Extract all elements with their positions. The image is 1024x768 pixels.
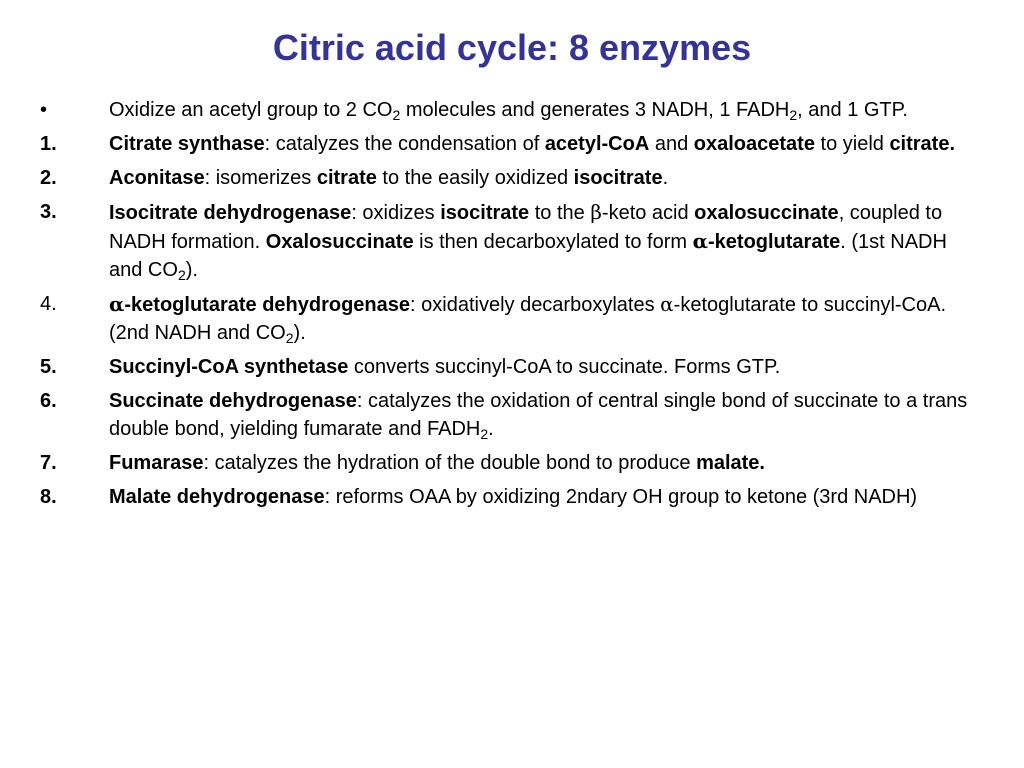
item-text — [109, 387, 970, 443]
list-marker: 5. — [40, 356, 57, 378]
enzyme-item-1 — [40, 130, 970, 158]
bold-term: -ketoglutarate — [708, 231, 841, 253]
bold-term: Succinyl-CoA synthetase — [109, 356, 349, 378]
subscript: 2 — [392, 107, 401, 123]
text-run: is then decarboxylated to form — [413, 231, 693, 253]
subscript: 2 — [789, 107, 798, 123]
text-run: Oxidize an acetyl group to 2 CO — [109, 99, 393, 121]
bold-term: acetyl-CoA — [544, 133, 650, 155]
text-run: , coupled to NADH formation. — [109, 202, 943, 253]
text-run: converts succinyl-CoA to succinate. Forms GTP. — [348, 356, 781, 378]
list-marker: 1. — [40, 133, 57, 155]
item-text — [109, 164, 970, 192]
bold-term: Isocitrate dehydrogenase — [109, 202, 352, 224]
text-run: : catalyzes the oxidation of central single bond of succinate to a trans double bond, yielding fumarate and FADH — [109, 390, 968, 440]
item-text — [109, 96, 970, 124]
summary-bullet-item — [40, 96, 970, 124]
text-run: ). — [293, 322, 306, 344]
item-text — [109, 198, 970, 284]
subscript: 2 — [285, 330, 294, 346]
text-run: molecules and generates 3 NADH, 1 FADH — [400, 99, 790, 121]
bold-term: Malate dehydrogenase — [109, 486, 325, 508]
text-run: : catalyzes the hydration of the double bond to produce — [203, 452, 697, 474]
list-marker: 7. — [40, 452, 57, 474]
list-marker: 8. — [40, 486, 57, 508]
text-run: . (1st NADH and CO — [109, 231, 947, 281]
enzyme-item-6 — [40, 387, 970, 443]
text-run: -ketoglutarate to succinyl-CoA. (2nd NADH and CO — [109, 294, 947, 344]
text-run: : reforms OAA by oxidizing 2ndary OH group to ketone (3rd NADH) — [324, 486, 918, 508]
subscript: 2 — [480, 426, 489, 442]
list-marker: 3. — [40, 201, 57, 223]
bold-term: isocitrate — [440, 202, 530, 224]
bold-term: -ketoglutarate dehydrogenase — [124, 294, 411, 316]
bold-term: oxalosuccinate — [694, 202, 839, 224]
text-run: -keto acid — [601, 202, 695, 224]
item-text — [109, 483, 970, 511]
bold-term: citrate. — [889, 133, 956, 155]
enzyme-item-4 — [40, 290, 970, 347]
list-marker: 6. — [40, 390, 57, 412]
list-marker: 2. — [40, 167, 57, 189]
text-run: ). — [185, 259, 198, 281]
text-run: to yield — [814, 133, 890, 155]
text-run: , and 1 GTP. — [797, 99, 908, 121]
enzyme-item-5 — [40, 353, 970, 381]
bold-term: Aconitase — [109, 167, 205, 189]
text-run: to the — [529, 202, 591, 224]
greek-symbol: α — [109, 292, 125, 316]
text-run: : catalyzes the condensation of — [264, 133, 545, 155]
item-text — [109, 290, 970, 347]
bold-term: Citrate synthase — [109, 133, 265, 155]
text-run: to the easily oxidized — [376, 167, 574, 189]
greek-symbol: α — [660, 292, 674, 316]
enzyme-list — [40, 96, 970, 517]
item-text — [109, 353, 970, 381]
enzyme-item-3 — [40, 198, 970, 284]
slide-title: Citric acid cycle: 8 enzymes — [272, 27, 752, 68]
bold-term: Oxalosuccinate — [265, 231, 414, 253]
text-run: . — [488, 418, 494, 440]
greek-symbol: β — [590, 200, 602, 224]
enzyme-item-8 — [40, 483, 970, 511]
enzyme-item-7 — [40, 449, 970, 477]
bold-term: oxaloacetate — [693, 133, 815, 155]
item-text — [109, 449, 970, 477]
list-marker: 4. — [40, 293, 57, 315]
bold-term: Fumarase — [109, 452, 204, 474]
bold-term: citrate — [316, 167, 377, 189]
subscript: 2 — [177, 267, 186, 283]
text-run: and — [649, 133, 694, 155]
list-marker: • — [40, 99, 48, 121]
text-run: : oxidatively decarboxylates — [410, 294, 661, 316]
bold-term: malate. — [696, 452, 765, 474]
enzyme-item-2 — [40, 164, 970, 192]
greek-symbol: α — [692, 229, 708, 253]
text-run: . — [662, 167, 669, 189]
text-run: : isomerizes — [204, 167, 317, 189]
bold-term: isocitrate — [573, 167, 663, 189]
item-text — [109, 130, 970, 158]
bold-term: Succinate dehydrogenase — [109, 390, 357, 412]
text-run: : oxidizes — [351, 202, 441, 224]
